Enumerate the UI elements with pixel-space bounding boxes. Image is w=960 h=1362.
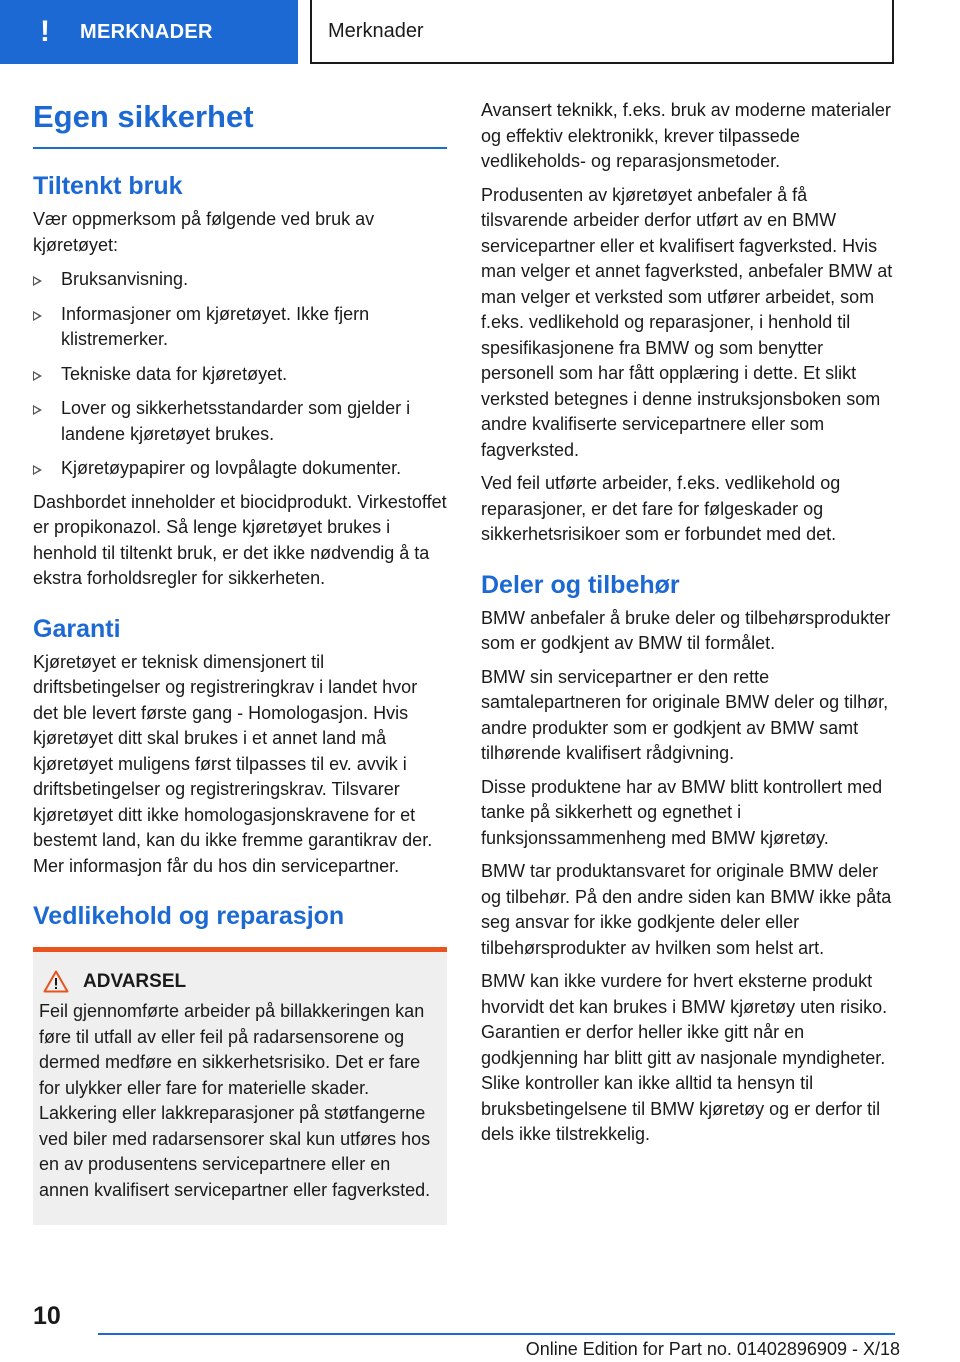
maintenance-paragraph: Avansert teknikk, f.eks. bruk av moderne materialer og effektiv elektronikk, krever tilpassede vedlikeholds- og reparasjonsmetoder.	[481, 100, 891, 171]
section-title-box	[310, 0, 894, 64]
parts-paragraph: BMW tar produktansvaret for originale BMW deler og tilbehør. På den andre siden kan BMW ikke påta seg ansvar for ikke godkjente deler eller tilbehørsprodukter av hvilken som helst art.	[481, 861, 892, 958]
intended-use-intro: Vær oppmerksom på følgende ved bruk av kjøretøyet:	[33, 209, 375, 255]
page-number: 10	[33, 1302, 61, 1330]
warning-text: Feil gjennomførte arbeider på billakkeringen kan føre til utfall av eller feil på radarsensorene og dermed medføre en sikkerhetsrisiko. Det er fare for ulykker eller fare for materielle skader. Lakkering eller lakkreparasjoner på støtfangerne ved biler med radarsensorer skal kun utføres hos en av produsentens servicepartnere eller en annen kvalifisert servicepartner eller fagverksted.	[39, 1001, 431, 1200]
triangle-bullet-icon	[33, 371, 42, 381]
warning-box	[33, 947, 447, 1225]
list-item: Bruksanvisning.	[33, 267, 447, 293]
footer-divider	[98, 1333, 895, 1335]
list-item: Tekniske data for kjøretøyet.	[33, 362, 447, 388]
triangle-bullet-icon	[33, 465, 42, 475]
list-item: Kjøretøypapirer og lovpålagte dokumenter.	[33, 456, 447, 482]
heading-parts: Deler og tilbehør	[481, 570, 680, 599]
parts-paragraph: BMW kan ikke vurdere for hvert eksterne produkt hvorvidt det kan brukes i BMW kjøretøy uten risiko. Garantien er derfor heller ikke gitt når en godkjenning har blitt gitt av nasjonale myndigheter. Slike kontroller kan ikke alltid ta hensyn til bruksbetingelsene til BMW kjøretøy og er derfor til dels ikke tilstrekkelig.	[481, 971, 888, 1144]
triangle-bullet-icon	[33, 311, 42, 321]
warning-header	[43, 970, 439, 993]
right-column	[481, 98, 897, 1148]
triangle-bullet-icon	[33, 405, 42, 415]
intended-use-list	[33, 267, 447, 482]
parts-paragraph: BMW sin servicepartner er den rette samtalepartneren for originale BMW deler og tilhør, andre produkter som er godkjent av BMW samt tilhørende kvalifisert rådgivning.	[481, 666, 889, 763]
triangle-bullet-icon	[33, 276, 42, 286]
section-tab-label: MERKNADER	[80, 20, 213, 43]
intended-use-note: Dashbordet inneholder et biocidprodukt. Virkestoffet er propikonazol. Så lenge kjøretøyet brukes i henhold til tiltenkt bruk, er det ikke nødvendig å ta ekstra forholdsregler for sikkerheten.	[33, 491, 447, 589]
warning-triangle-icon	[43, 970, 69, 993]
exclamation-icon: !	[40, 15, 50, 48]
section-title: Merknader	[328, 19, 424, 42]
heading-maintenance: Vedlikehold og reparasjon	[33, 902, 345, 931]
footer-edition: Online Edition for Part no. 01402896909 - X/18	[525, 1339, 900, 1359]
heading-intended-use: Tiltenkt bruk	[33, 172, 183, 201]
heading-warranty: Garanti	[33, 614, 121, 643]
left-column	[33, 98, 447, 1225]
parts-paragraph: Disse produktene har av BMW blitt kontrollert med tanke på sikkerhett og egnethet i funksjonssammenheng med BMW kjøretøy.	[481, 776, 883, 848]
section-tab	[0, 0, 298, 64]
chapter-title: Egen sikkerhet	[33, 98, 447, 149]
list-item: Informasjoner om kjøretøyet. Ikke fjern klistremerker.	[33, 302, 447, 353]
list-item: Lover og sikkerhetsstandarder som gjelder i landene kjøretøyet brukes.	[33, 396, 447, 447]
maintenance-paragraph: Produsenten av kjøretøyet anbefaler å få tilsvarende arbeider derfor utført av en BMW servicepartner eller et kvalifisert fagverksted. Hvis man velger et annet fagverksted, anbefaler BMW at man velger et verksted som utfører arbeidet, som f.eks. vedlikehold og reparasjoner, i henhold til spesifikasjonene fra BMW og som benytter personell som har fått opplæring i dette. Et slikt verksted betegnes i denne instruksjonsboken som andre kvalifiserte servicepartnere eller som fagverksted.	[481, 184, 893, 460]
warning-title: ADVARSEL	[83, 970, 187, 992]
parts-paragraph: BMW anbefaler å bruke deler og tilbehørsprodukter som er godkjent av BMW til formålet.	[481, 607, 891, 653]
maintenance-paragraph: Ved feil utførte arbeider, f.eks. vedlikehold og reparasjoner, er det fare for følgeskader og sikkerhetsrisikoer som er forbundet med det.	[481, 473, 841, 544]
warranty-text: Kjøretøyet er teknisk dimensjonert til driftsbetingelser og registreringkrav i landet hvor det ble levert første gang - Homologasjon. Hvis kjøretøyet ditt skal brukes i et annet land må kjøretøyet muligens først tilpasses til ev. avvik i driftsbetingelser og registreringskrav. Tilsvarer kjøretøyet ditt ikke homologasjonskravene for et bestemt land, kan du ikke fremme garantikrav der. Mer informasjon får du hos din servicepartner.	[33, 651, 433, 876]
